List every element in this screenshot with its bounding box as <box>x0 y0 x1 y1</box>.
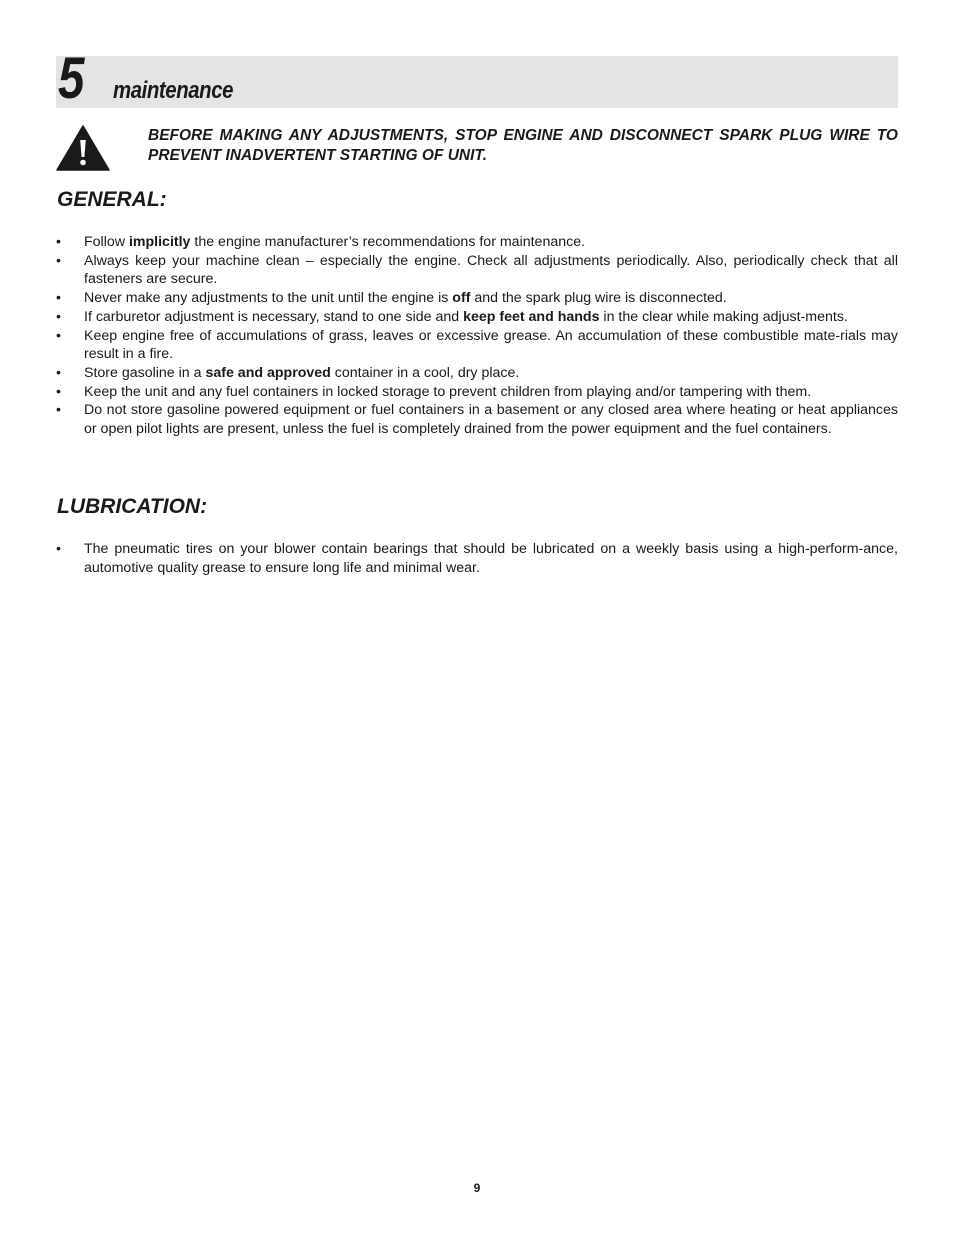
lubrication-list <box>56 540 898 577</box>
list-item: • Follow implicitly the engine manufacturer’s recommendations for maintenance. <box>56 233 898 252</box>
list-item: • Never make any adjustments to the unit until the engine is off and the spark plug wire is disconnected. <box>56 289 898 308</box>
list-item: • Keep engine free of accumulations of grass, leaves or excessive grease. An accumulation of these combustible mate-rials may result in a fire. <box>56 327 898 364</box>
list-item: • Do not store gasoline powered equipment or fuel containers in a basement or any closed area where heating or heat appliances or open pilot lights are present, unless the fuel is completely drained from the power equipment and the fuel containers. <box>56 401 898 438</box>
warning-triangle-icon <box>56 125 110 171</box>
list-item: • If carburetor adjustment is necessary, stand to one side and keep feet and hands in the clear while making adjust-ments. <box>56 308 898 327</box>
list-item: • The pneumatic tires on your blower contain bearings that should be lubricated on a weekly basis using a high-perform-ance, automotive quality grease to ensure long life and minimal wear. <box>56 540 898 577</box>
section-heading-general: GENERAL: <box>57 188 167 211</box>
page-number: 9 <box>473 1181 481 1195</box>
chapter-number: 5 <box>58 46 85 111</box>
list-item: • Keep the unit and any fuel containers in locked storage to prevent children from playing and/or tampering with them. <box>56 383 898 402</box>
warning-text: BEFORE MAKING ANY ADJUSTMENTS, STOP ENGINE AND DISCONNECT SPARK PLUG WIRE TO PREVENT INADVERTENT STARTING OF UNIT. <box>148 127 898 164</box>
list-item: • Always keep your machine clean – especially the engine. Check all adjustments periodically. Also, periodically check that all fasteners are secure. <box>56 252 898 289</box>
general-list <box>56 233 898 439</box>
chapter-title: maintenance <box>113 77 234 104</box>
list-item: • Store gasoline in a safe and approved container in a cool, dry place. <box>56 364 898 383</box>
section-heading-lubrication: LUBRICATION: <box>57 495 208 518</box>
